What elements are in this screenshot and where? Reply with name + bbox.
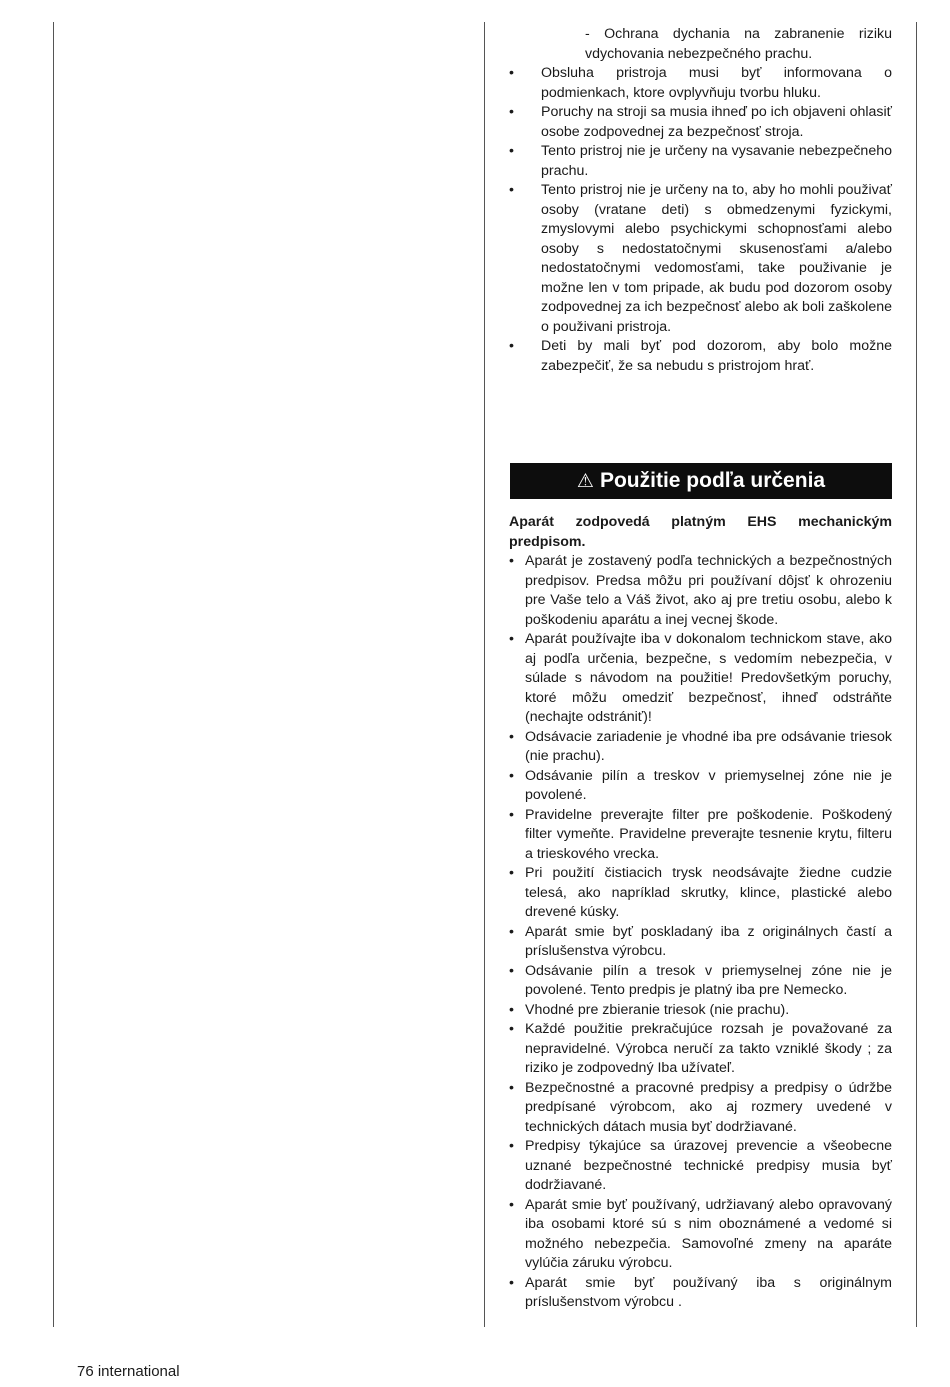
bullet-icon: • [509,923,514,940]
list-item: • Aparát používajte iba v dokonalom technickom stave, ako aj podľa určenia, bezpečne, s vedomím nebezpečia, v súlade s návodom na použitie! Predovšetkým poruchy, ktoré môžu omedziť bezpečnosť, ihneď odstráňte (nechajte odstrániť)! [509,631,892,725]
bullet-icon: • [509,1021,514,1037]
bullet-icon: • [509,338,514,354]
bullet-icon: • [509,1138,514,1154]
intended-use-section [509,513,892,1313]
list-item: • Pri použití čistiacich trysk neodsávajte žiedne cudzie telesá, ako napríklad skrutky, klince, plastické alebo drevené kúsky. [509,865,892,920]
bullet-icon: • [509,728,514,745]
bullet-icon: • [509,806,514,823]
bullet-icon: • [509,182,514,198]
list-item: • Tento pristroj nie je určeny na vysavanie nebezpečneho prachu. [509,143,892,179]
bullet-icon: • [509,767,514,784]
safety-bullet-list [509,64,892,376]
list-item: • Vhodné pre zbieranie triesok (nie prachu). [509,1001,892,1021]
safety-notes-continued [509,25,892,376]
section-intro: Aparát zodpovedá platným EHS mechanickým predpisom. [509,514,892,550]
column-divider-center [484,22,485,1327]
column-divider-right [916,22,917,1327]
list-item: • Aparát je zostavený podľa technických a bezpečnostných predpisov. Predsa môžu pri používaní dôjsť k ohrozeniu pre Vaše telo a Váš život, ako aj pre tretiu osobu, alebo k poškodeniu aparátu a inej vecnej škode. [509,553,892,628]
bullet-icon: • [509,962,514,979]
bullet-icon: • [509,65,514,81]
list-item: • Odsávanie pilín a treskov v priemyselnej zóne nie je povolené. [509,767,892,803]
page-footer: 76 international [77,1363,180,1380]
list-item: • Aparát smie byť používaný, udržiavaný alebo opravovaný iba osobami ktoré sú s nim oboznámené a vedomé si možného nebezpečia. Samovoľné zmeny na aparáte vylúčia záruku výrobcu. [509,1196,892,1271]
list-item: • Pravidelne preverajte filter pre poškodenie. Poškodený filter vymeňte. Pravidelne preverajte tesnenie krytu, filteru a trieskového vrecka. [509,806,892,862]
list-item: • Odsávanie pilín a tresok v priemyselnej zóne nie je povolené. Tento predpis je platný iba pre Nemecko. [509,962,892,998]
column-divider-left [53,22,54,1327]
list-item: • Poruchy na stroji sa musia ihneď po ich objaveni ohlasiť osobe zodpovednej za bezpečnosť stroja. [509,104,892,140]
bullet-icon: • [509,631,514,647]
list-item: • Každé použitie prekračujúce rozsah je považované za nepravidelné. Výrobca neručí za takto vzniklé škody ; za riziko je zodpovedný Iba užívateľ. [509,1021,892,1076]
intended-use-list [509,552,892,1313]
list-item: • Predpisy týkajúce sa úrazovej prevencie a všeobecne uznané bezpečnostné technické predpisy musia byť dodržiavané. [509,1138,892,1193]
bullet-icon: • [509,143,514,159]
list-item: • Bezpečnostné a pracovné predpisy a predpisy o údržbe predpísané výrobcom, ako aj rozmery uvedené v technických dátach musia byť dodržiavané. [509,1079,892,1135]
list-item: • Odsávacie zariadenie je vhodné iba pre odsávanie triesok (nie prachu). [509,728,892,764]
list-item: • Aparát smie byť používaný iba s originálnym príslušenstvom výrobcu . [509,1274,892,1310]
list-item: • Deti by mali byť pod dozorom, aby bolo možne zabezpečiť, že sa nebudu s pristrojom hrať. [509,338,892,374]
respiratory-protection-note: - Ochrana dychania na zabranenie riziku vdychovania nebezpečného prachu. [585,26,892,62]
bullet-icon: • [509,865,514,881]
list-item: • Tento pristroj nie je určeny na to, aby ho mohli použivať osoby (vratane deti) s obmedzenymi fyzickymi, zmyslovymi alebo psychickymi schopnosťami alebo osoby s nedostatočnymi skusenosťami a/alebo nedostatočnymi vedomosťami, take použivanie je možne len v tom pripade, ak budu pod dozorom osoby zodpovednej za ich bezpečnosť alebo ak boli zaškolene o použivani pristroja. [509,182,892,335]
bullet-icon: • [509,1274,514,1291]
section-header [510,463,892,499]
bullet-icon: • [509,553,514,569]
bullet-icon: • [509,1001,514,1018]
bullet-icon: • [509,1196,514,1213]
list-item: • Aparát smie byť poskladaný iba z originálnych častí a príslušenstva výrobcu. [509,923,892,959]
bullet-icon: • [509,1079,514,1096]
bullet-icon: • [509,104,514,120]
warning-triangle-icon: ⚠ [576,470,594,492]
section-title: Použitie podľa určenia [599,469,826,492]
list-item: • Obsluha pristroja musi byť informovana o podmienkach, ktore ovplyvňuju tvorbu hluku. [509,65,892,101]
